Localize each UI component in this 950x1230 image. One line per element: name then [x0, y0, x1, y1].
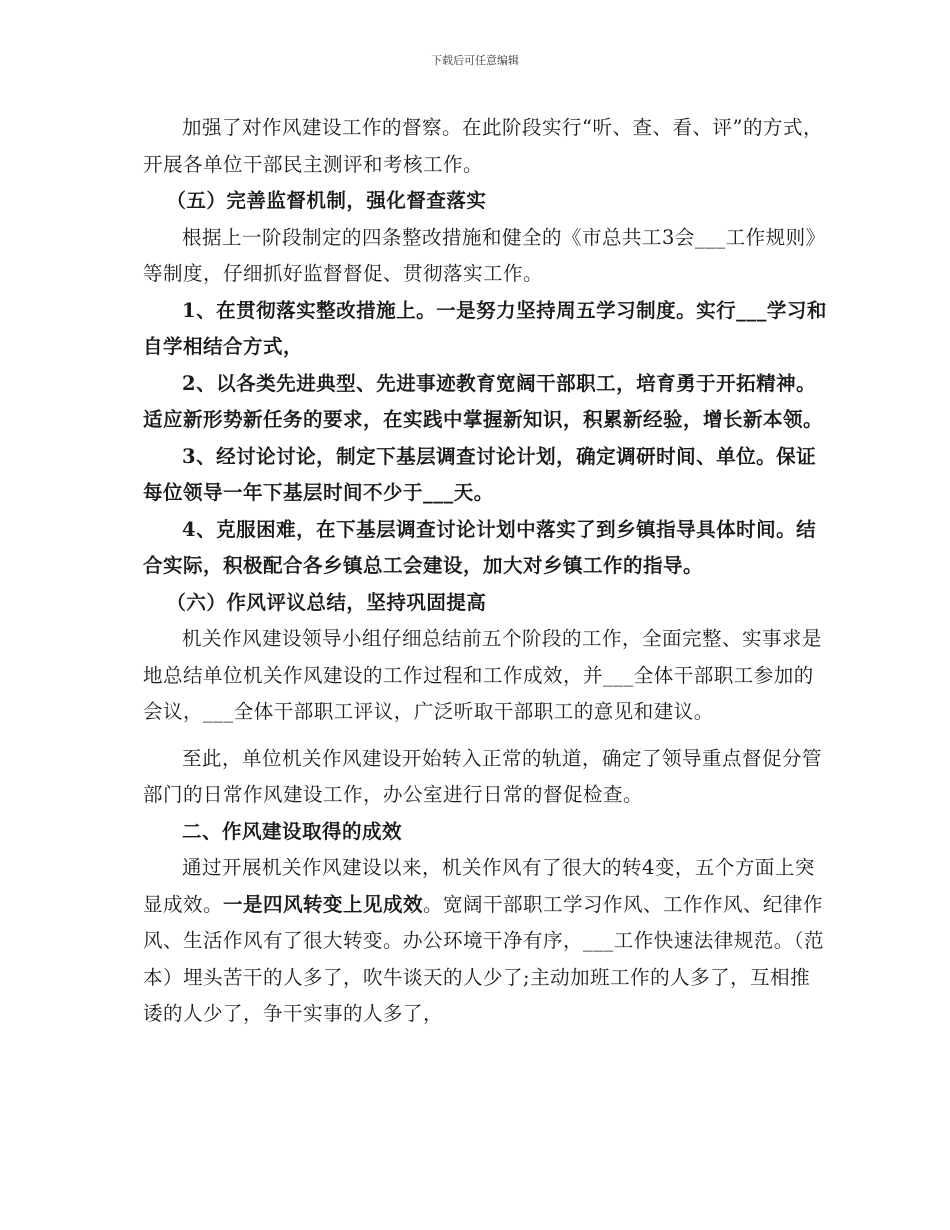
- list-item-4: 4、克服困难，在下基层调查讨论计划中落实了到乡镇指导具体时间。结合实际，积极配合各乡镇总工会建设，加大对乡镇工作的指导。: [143, 517, 817, 577]
- paragraph-spacer: [143, 731, 828, 741]
- list-item-3: 3、经讨论讨论，制定下基层调查讨论计划，确定调研时间、单位。保证每位领导一年下基层时间不少于___天。: [143, 444, 817, 504]
- heading-part-2: 二、作风建设取得的成效: [182, 819, 403, 843]
- document-body: [143, 110, 828, 1033]
- paragraph-5: [143, 850, 828, 1033]
- paragraph-4: 至此，单位机关作风建设开始转入正常的轨道，确定了领导重点督促分管部门的日常作风建设工作，办公室进行日常的督促检查。: [143, 746, 823, 806]
- paragraph-2: 根据上一阶段制定的四条整改措施和健全的《市总共工3会___工作规则》等制度，仔细抓好监督督促、贯彻落实工作。: [143, 225, 826, 285]
- paragraph-1: 加强了对作风建设工作的督察。在此阶段实行“听、查、看、评”的方式，开展各单位干部民主测评和考核工作。: [143, 116, 823, 176]
- list-item-2: 2、以各类先进典型、先进事迹教育宽阔干部职工，培育勇于开拓精神。适应新形势新任务的要求，在实践中掌握新知识，积累新经验，增长新本领。: [143, 371, 824, 431]
- paragraph-5-lead: 通过开展机关作风建设以来，机关作风有了很大的转4变，五个方面上突显成效。: [143, 856, 815, 916]
- paragraph-5-rest: 。宽阔干部职工学习作风、工作作风、纪律作风、生活作风有了很大转变。办公环境干净有序，___工作快速法律规范。（范本）埋头苦干的人多了，吹牛谈天的人少了;主动加班工作的人多了，互相推诿的人少了，争干实事的人多了，: [143, 892, 825, 1025]
- heading-section-5: （五）完善监督机制，强化督查落实: [166, 189, 487, 212]
- page-header: 下载后可任意编辑: [431, 54, 519, 67]
- paragraph-3: 机关作风建设领导小组仔细总结前五个阶段的工作，全面完整、实事求是地总结单位机关作风建设的工作过程和工作成效，并___全体干部职工参加的会议，___全体干部职工评议，广泛听取干部职工的意见和建议。: [143, 627, 823, 723]
- heading-section-6: （六）作风评议总结，坚持巩固提高: [166, 590, 487, 614]
- list-item-1: 1、在贯彻落实整改措施上。一是努力坚持周五学习制度。实行___学习和自学相结合方式，: [143, 298, 827, 358]
- paragraph-5-bold: 一是四风转变上见成效: [223, 892, 424, 916]
